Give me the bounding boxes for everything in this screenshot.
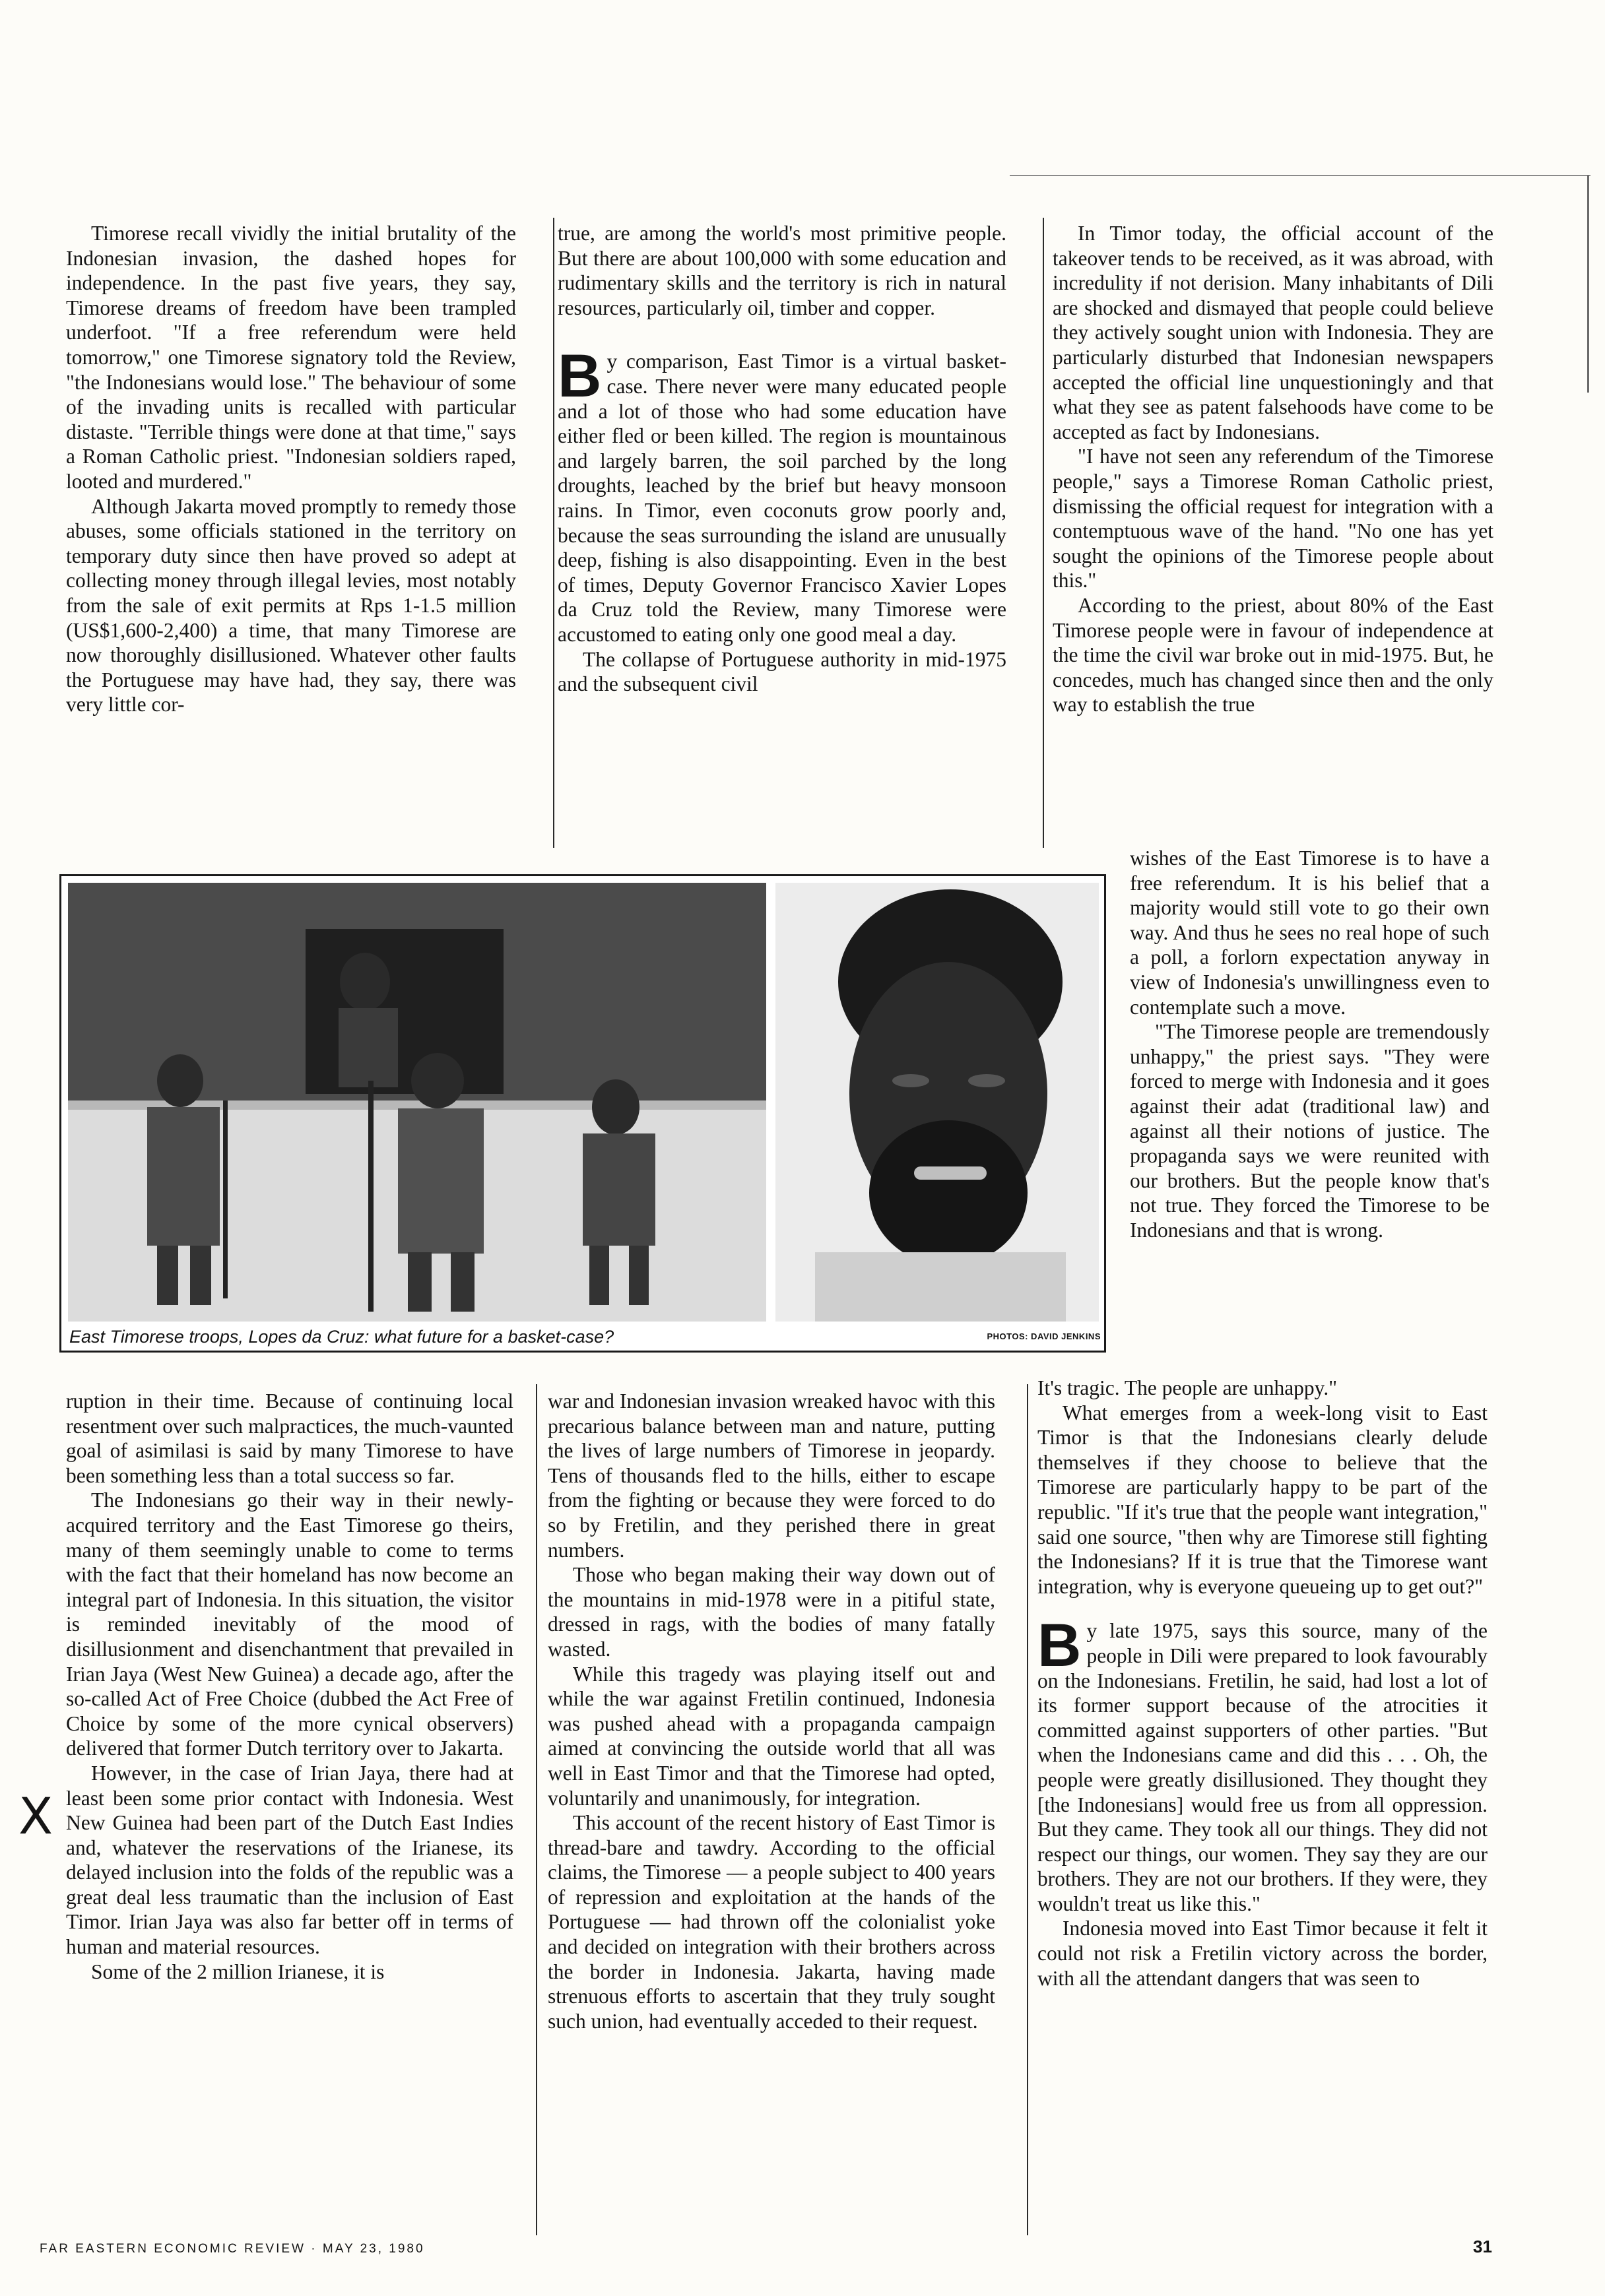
photo-credit: PHOTOS: DAVID JENKINS — [987, 1331, 1101, 1341]
troops-photo-illustration — [68, 883, 766, 1322]
column-rule-left-bottom — [536, 1384, 537, 2235]
portrait-photo-illustration — [775, 883, 1099, 1322]
paragraph: wishes of the East Timorese is to have a free referendum. It is his belief that a majority would still vote to go their own way. And thus he sees no real hope of such a poll, a forlorn expectation anyway in view of Indonesia's unwillingness even to contemplate such a move. — [1130, 846, 1490, 1019]
paragraph: Those who began making their way down out of the mountains in mid-1978 were in a pitiful state, dressed in rags, with the bodies of many fatally wasted. — [548, 1563, 995, 1661]
paragraph: This account of the recent history of East Timor is thread-bare and tawdry. According to the official claims, the Timorese — a people subject to 400 years of repression and exploitation at the hands of the Portuguese — had thrown off the colonialist yoke and decided on integration with their brothers across the border in Indonesia. Jakarta, having made strenuous efforts to ascertain that they truly sought such union, had eventually acceded to their request. — [548, 1811, 995, 2033]
dropcap: B — [558, 342, 602, 410]
dropcap-paragraph — [1037, 1612, 1488, 1916]
column-rule-left — [553, 218, 554, 848]
paragraph: What emerges from a week-long visit to East Timor is that the Indonesians clearly delude themselves if they choose to believe that the Timorese are particularly happy to be part of the republic. "If it's true that the people want integration," said one source, "then why are Timorese still fighting the Indonesians? If it is true that the Timorese want integration, why is everyone queueing up to get out?" — [1037, 1401, 1488, 1598]
dropcap: B — [1037, 1612, 1082, 1680]
article-column-1-bottom — [66, 1389, 513, 1984]
photo-block — [59, 874, 1106, 1353]
article-column-2-top — [558, 221, 1006, 697]
right-edge-rule — [1587, 175, 1589, 393]
paragraph: Indonesia moved into East Timor because it felt it could not risk a Fretilin victory across the border, with all the attendant dangers that was seen to — [1037, 1917, 1488, 1990]
paragraph-text: y comparison, East Timor is a virtual basket-case. There never were many educated people and a lot of those who had some education have either fled or been killed. The region is mountainous and largely barren, the soil parched by the long droughts, leached by the brief but heavy monsoon rains. In Timor, even coconuts grow poorly and, because the seas surrounding the island are unusually deep, fishing is also disappointing. Even in the best of times, Deputy Governor Francisco Xavier Lopes da Cruz told the Review, many Timorese were accustomed to eating only one good meal a day. — [558, 350, 1006, 646]
troops-photo — [68, 883, 766, 1322]
dropcap-paragraph — [558, 342, 1006, 647]
photo-caption: East Timorese troops, Lopes da Cruz: what future for a basket-case? — [69, 1327, 614, 1347]
paragraph: The collapse of Portuguese authority in mid-1975 and the subsequent civil — [558, 647, 1006, 696]
paragraph: "The Timorese people are tremendously unhappy," the priest says. "They were forced to merge with Indonesia and it goes against their adat (traditional law) and against all their notions of justice. The propaganda says we were reunited with our brothers. But the people know that's not true. They forced the Timorese to be Indonesians and that is wrong. — [1130, 1020, 1490, 1242]
paragraph: war and Indonesian invasion wreaked havoc with this precarious balance between man and nature, putting the lives of large numbers of Timorese in jeopardy. Tens of thousands fled to the hills, either to escape from the fighting or because they were forced to do so by Fretilin, and they perished there in great numbers. — [548, 1389, 995, 1562]
top-corner-rule — [1010, 175, 1590, 176]
paragraph: ruption in their time. Because of continuing local resentment over such malpractices, the much-vaunted goal of asimilasi is said by many Timorese to have been something less than a total success so far. — [66, 1389, 513, 1487]
paragraph: However, in the case of Irian Jaya, there had at least been some prior contact with Indonesia. West New Guinea had been part of the Dutch East Indies and, whatever the reservations of the Irianese, its delayed inclusion into the folds of the republic was a great deal less traumatic than the inclusion of East Timor. Irian Jaya was also far better off in terms of human and material resources. — [66, 1761, 513, 1959]
article-column-3-side — [1130, 846, 1490, 1243]
paragraph: true, are among the world's most primitive people. But there are about 100,000 with some education and rudimentary skills and the territory is rich in natural resources, particularly oil, timber and copper. — [558, 222, 1006, 319]
paragraph: Although Jakarta moved promptly to remedy those abuses, some officials stationed in the territory on temporary duty since then have proved so adept at collecting money through illegal levies, most notably from the sale of exit permits at Rps 1-1.5 million (US$1,600-2,400) a time, that many Timorese are now thoroughly disillusioned. Whatever other faults the Portuguese may have had, they say, there was very little cor- — [66, 494, 516, 717]
paragraph: "I have not seen any referendum of the Timorese people," says a Timorese Roman Catholic priest, dismissing the official request for integration with a contemptuous wave of the hand. "No one has yet sought the opinions of the Timorese people about this." — [1053, 445, 1493, 592]
article-column-1-top — [66, 221, 516, 717]
paragraph: Timorese recall vividly the initial brutality of the Indonesian invasion, the dashed hopes for independence. In the past five years, they say, Timorese dreams of freedom have been trampled underfoot. "If a free referendum were held tomorrow," one Timorese signatory told the Review, "the Indonesians would lose." The behaviour of some of the invading units is recalled with particular distaste. "Terrible things were done at that time," says a Roman Catholic priest. "Indonesian soldiers raped, looted and murdered." — [66, 222, 516, 493]
article-column-3-top — [1053, 221, 1493, 717]
paragraph: Some of the 2 million Irianese, it is — [91, 1960, 385, 1983]
paragraph: According to the priest, about 80% of the East Timorese people were in favour of independence at the time the civil war broke out in mid-1975. But, he concedes, much has changed since then and the only way to establish the true — [1053, 593, 1493, 717]
paragraph: In Timor today, the official account of the takeover tends to be received, as it was abroad, with incredulity if not derision. Many inhabitants of Dili are shocked and dismayed that people could believe they actively sought union with Indonesia. They are particularly disturbed that Indonesian newspapers accepted the official line unquestioningly and that what they see as patent falsehoods have come to be accepted as fact by Indonesians. — [1053, 222, 1493, 443]
paragraph: The Indonesians go their way in their newly-acquired territory and the East Timorese go theirs, many of them seemingly unable to come to terms with the fact that their homeland has now become an integral part of Indonesia. In this situation, the visitor is reminded inevitably of the mood of disillusionment and disenchantment that prevailed in Irian Jaya (West New Guinea) a decade ago, after the so-called Act of Free Choice (dubbed the Act Free of Choice by some of the more cynical observers) delivered that former Dutch territory over to Jakarta. — [66, 1488, 513, 1760]
paragraph: It's tragic. The people are unhappy." — [1037, 1376, 1338, 1399]
column-rule-right-bottom — [1027, 1384, 1028, 2235]
handwritten-margin-mark: X — [18, 1787, 53, 1845]
column-rule-right — [1043, 218, 1044, 848]
paragraph: While this tragedy was playing itself out and while the war against Fretilin continued, Indonesia was pushed ahead with a propaganda campaign aimed at convincing the outside world that all was well in East Timor and that the Timorese had opted, voluntarily and unanimously, for integration. — [548, 1662, 995, 1810]
article-column-2-bottom — [548, 1389, 995, 2033]
article-column-3-bottom — [1037, 1376, 1488, 1991]
portrait-photo — [775, 883, 1099, 1322]
paragraph-text: y late 1975, says this source, many of the people in Dili were prepared to look favourably on the Indonesians. Fretilin, he said, had lost a lot of its former support because of the atrocities it committed against supporters of other parties. "But when the Indonesians came and did this . . . Oh, the people were greatly disillusioned. They thought they [the Indonesians] would free us from all oppression. But they came. They took all our things. They did not respect our things, our women. They say they are our brothers. They are not our brothers. If they were, they wouldn't treat us like this." — [1037, 1619, 1488, 1915]
page-number: 31 — [1473, 2237, 1492, 2256]
footer-publication: FAR EASTERN ECONOMIC REVIEW · MAY 23, 1980 — [40, 2242, 425, 2256]
